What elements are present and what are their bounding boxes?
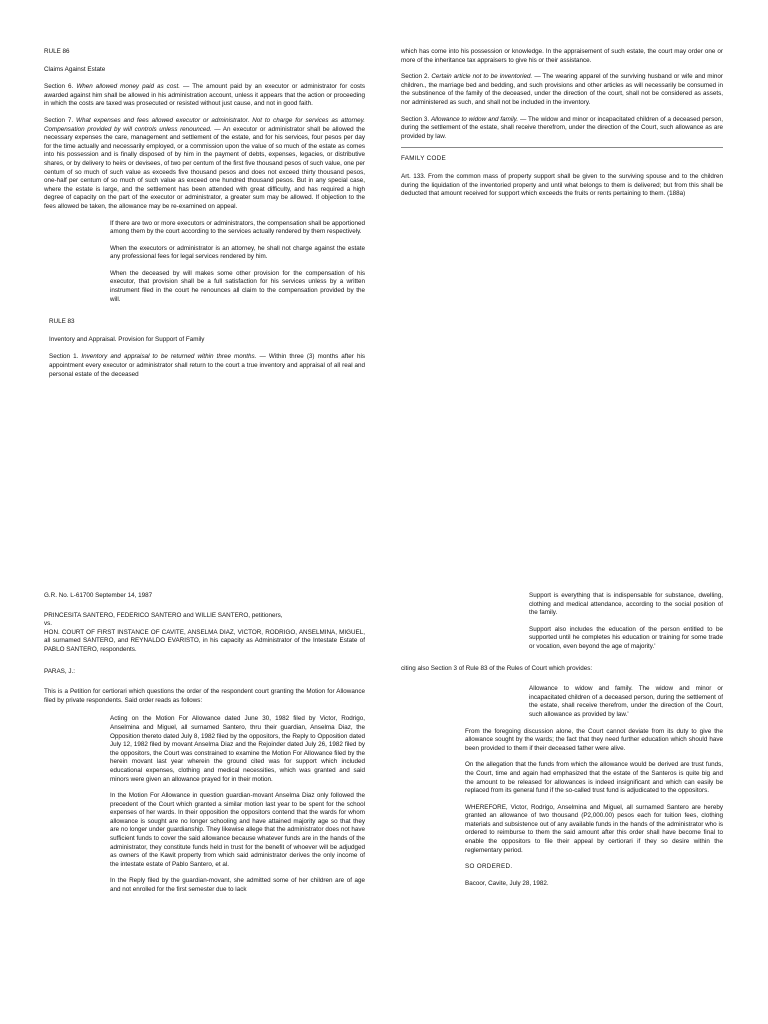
section6-paragraph: Section 6. When allowed money paid as cost. — The amount paid by an executor or administrator for costs awarded against him shall be allowed in his administration account, unless it appears that the action or proceeding in which the costs are taxed was prosecuted or resisted without just cause, and not in good faith. — [44, 83, 366, 108]
place-date: Bacoor, Cavite, July 28, 1982. — [465, 879, 549, 887]
versus: vs. — [44, 620, 53, 628]
section-divider — [401, 147, 723, 148]
section1-paragraph: Section 1. Inventory and appraisal to be returned within three months. — Within three (3) months after his appointment every executor or administrator shall return to the court a true inventory and appraisal of all real and personal estate of the deceased — [49, 353, 366, 378]
article133-paragraph: Art. 133. From the common mass of property support shall be given to the surviving spouse and to the children during the liquidation of the inventoried property and until what belongs to them is delivered; but from this shall be deducted that amount received for support which exceeds the fruits or rents pertaining to them. (188a) — [401, 172, 723, 198]
intro-paragraph: This is a Petition for certiorari which questions the order of the respondent court granting the Motion for Allowance filed by private respondents. Said order reads as follows: — [44, 688, 365, 704]
citing-paragraph: citing also Section 3 of Rule 83 of the Rules of Court which provides: — [401, 664, 593, 672]
allowance-quote: Allowance to widow and family. The widow and minor or incapacitated children of a deceased person, during the settlement of the estate, shall receive therefrom, under the direction of the Court, such allowance as provided by law.' — [529, 685, 723, 718]
continuation-paragraph: which has come into his possession or knowledge. In the appraisement of such estate, the court may order one or more of the inheritance tax appraisers to give his or their assistance. — [401, 48, 723, 64]
allegation-paragraph: On the allegation that the funds from which the allowance would be derived are trust funds, the Court, time and again had emphasized that the estate of the Santeros is quite big and the amount to be released for allowances is indeed insignificant and which can easily be replaced from its general fund if the so-called trust fund is adjudicated to the oppositors. — [465, 761, 723, 795]
section7-executors-paragraph: If there are two or more executors or administrators, the compensation shall be apportioned among them by the court according to the services actually rendered by them respectively. — [110, 219, 365, 236]
section3-paragraph: Section 3. Allowance to widow and family. — The widow and minor or incapacitated children of a deceased person, during the settlement of the estate, shall receive therefrom, under the direction of the Court, such allowance as are provided by law. — [401, 115, 724, 140]
petitioners: PRINCESITA SANTERO, FEDERICO SANTERO and WILLIE SANTERO, petitioners, — [44, 611, 283, 619]
section7-paragraph: Section 7. What expenses and fees allowed executor or administrator. Not to charge for services as attorney. Compensation provided by will controls unless renounced. — An executor or administrator shall be allowed the necessary expenses the care, management and settlement of the estate, and for his services, four pesos per day for the time actually and necessarily employed, or a commission upon the value of so much of the estate as comes into his possession and is finally disposed of by him in the payment of debts, expenses, legacies, or distributive shares, or by delivery to heirs or devisees, of two per centum of the first five thousand pesos of such value, one per centum of so much of such value as exceeds five thousand pesos and does not exceed thirty thousand pesos, one-half per centum of so much of such value as exceed one hundred thousand pesos. But in any special case, where the estate is large, and the settlement has been attended with great difficulty, and has required a high degree of capacity on the part of the executor or administrator, a greater sum may be allowed. If objection to the fees allowed be taken, the allowance may be re-examined on appeal. — [44, 116, 365, 210]
rule86-title: Claims Against Estate — [44, 65, 106, 73]
respondents: HON. COURT OF FIRST INSTANCE OF CAVITE, ANSELMA DIAZ, VICTOR, RODRIGO, ANSELMINA, MIGUEL, all surnamed SANTERO, and REYNALDO EVARISTO, in his capacity as Administrator of the Intestate Estate of PABLO SANTERO, respondents. — [44, 628, 365, 653]
case-number: G.R. No. L-61700 September 14, 1987 — [44, 592, 153, 599]
bottom-right-column — [401, 592, 723, 896]
order-quote-3: In the Reply filed by the guardian-movant, she admitted some of her children are of age and not enrolled for the first semester due to lack — [110, 877, 365, 894]
order-quote-2: In the Motion For Allowance in question guardian-movant Anselma Diaz only followed the precedent of the Court which granted a similar motion last year to be spent for the school expenses of her wards. In their opposition the oppositors contend that the wards for whom allowance is sought are no longer schooling and have attained majority age so that they are no longer under guardianship. They likewise allege that the administrator does not have sufficient funds to cover the said allowance because whatever funds are in the hands of the administrator, they constitute funds held in trust for the benefit of whoever will be adjudged as owners of the Kawit property from which said administrator derives the only income of the intestate estate of Pablo Santero, et al. — [110, 792, 365, 868]
section2-paragraph: Section 2. Certain article not to be inventoried. — The wearing apparel of the surviving husband or wife and minor children., the marriage bed and bedding, and such provisions and other articles as will necessarily be consumed in the substinence of the family of the deceased, under the direction of the court, shall not be considered as assets, nor administered as such, and shall not be included in the inventory. — [401, 73, 723, 106]
rule86-heading: RULE 86 — [44, 48, 70, 55]
top-left-column — [44, 48, 365, 387]
rule83-heading: RULE 83 — [49, 318, 75, 326]
section7-attorney-paragraph: When the executors or administrator is an attorney, he shall not charge against the estate any professional fees for legal services rendered by him. — [110, 244, 365, 261]
bottom-left-column — [44, 592, 365, 903]
support-quote-1: Support is everything that is indispensable for substance, dwelling, clothing and medical attendance, according to the social position of the family. — [529, 592, 723, 617]
rule83-title: Inventory and Appraisal. Provision for Support of Family — [49, 335, 205, 343]
support-quote-2: Support also includes the education of the person entitled to be supported until he completes his education or training for some trade or vocation, even beyond the age of majority.' — [529, 625, 723, 650]
foregoing-paragraph: From the foregoing discussion alone, the Court cannot deviate from its duty to give the allowance sought by the wards; the fact that they need further education which should have been provided to them if their deceased father were alive. — [465, 727, 723, 752]
case-parties — [44, 612, 365, 655]
ponente: PARAS, J.: — [44, 667, 76, 675]
wherefore-paragraph: WHEREFORE, Victor, Rodrigo, Anselmina and Miguel, all surnamed Santero are hereby granted an allowance of two thousand (P2,000.00) pesos each for tuition fees, clothing materials and subsistence out of any available funds in the hands of the administrator who is ordered to reimburse to them the said amount after this order shall have become final to enable the oppositors to file their appeal by certiorari if they so desire within the reglementary period. — [465, 803, 723, 854]
order-quote-1: Acting on the Motion For Allowance dated June 30, 1982 filed by Victor, Rodrigo, Anselmina and Miguel, all surnamed Santero, thru their guardian, Anselma Diaz, the Opposition thereto dated July 8, 1982 filed by the oppositors, the Reply to Opposition dated July 12, 1982 filed by movant Anselma Diaz and the Rejoinder dated July 26, 1982 filed by the oppositors, the Court was constrained to examine the Motion For Allowance filed by the herein movant last year wherein the ground cited was for support which included educational expenses, clothing and medical necessities, which was granted and said minors were given an allowance prayed for in their motion. — [110, 715, 365, 783]
so-ordered: SO ORDERED. — [465, 863, 513, 871]
family-code-heading: FAMILY CODE — [401, 155, 447, 163]
top-right-column — [401, 48, 723, 207]
section7-will-paragraph: When the deceased by will makes some other provision for the compensation of his executor, that provision shall be a full satisfaction for his services unless by a written instrument filed in the court he renounces all claim to the compensation provided by the will. — [110, 269, 365, 303]
